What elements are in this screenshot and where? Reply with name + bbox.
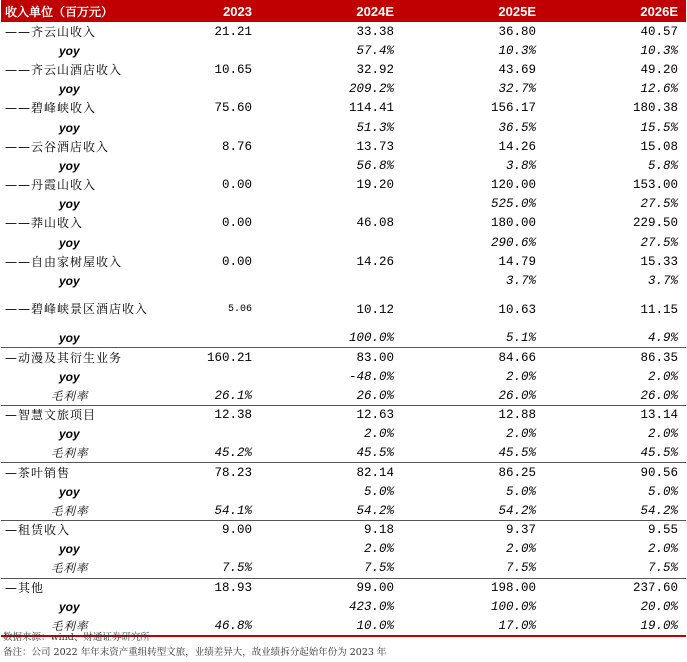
cell-2023 xyxy=(178,80,260,99)
cell-2025e: 9.37 xyxy=(402,521,544,540)
cell-2026e: 3.7% xyxy=(647,274,678,289)
metric-label: 毛利率 xyxy=(51,388,89,403)
cell-2024e: 56.8% xyxy=(356,158,394,173)
row-label: ——自由家树屋收入 xyxy=(5,254,123,269)
cell-2025e: 3.7% xyxy=(505,274,536,289)
header-2026e: 2026E xyxy=(640,3,678,19)
table-row xyxy=(1,482,686,501)
cell-2025e: 45.5% xyxy=(498,446,536,461)
table-row xyxy=(1,99,686,118)
metric-label: yoy xyxy=(59,274,80,289)
cell-2023 xyxy=(178,156,260,175)
metric-label: yoy xyxy=(59,158,80,173)
cell-2025e: 10.63 xyxy=(498,302,536,317)
cell-2025e: 14.79 xyxy=(498,254,536,269)
remark-note: 备注：公司 2022 年年末资产重组转型文旅，业绩差异大，故业绩拆分起始年份为 2023 年 xyxy=(3,647,387,658)
cell-2024e: 33.38 xyxy=(356,24,394,39)
cell-2023: 26.1% xyxy=(214,388,252,403)
cell-2023 xyxy=(178,367,260,386)
cell-2023 xyxy=(178,482,260,501)
metric-label: yoy xyxy=(59,330,80,345)
row-label: —动漫及其衍生业务 xyxy=(1,348,178,367)
cell-2026e: 90.56 xyxy=(544,463,686,482)
table-row xyxy=(1,233,686,252)
row-label: ——云谷酒店收入 xyxy=(5,139,110,154)
cell-2025e: 12.88 xyxy=(402,405,544,424)
cell-2023: 54.1% xyxy=(214,503,252,518)
metric-label: yoy xyxy=(59,427,80,442)
cell-2026e: 2.0% xyxy=(647,369,678,384)
cell-2026e: 45.5% xyxy=(640,446,678,461)
table-row xyxy=(1,444,686,463)
row-label: ——丹霞山收入 xyxy=(5,178,97,193)
cell-2024e: 57.4% xyxy=(356,43,394,58)
cell-2023 xyxy=(178,425,260,444)
cell-2026e: 15.5% xyxy=(640,120,678,135)
cell-2026e: 15.33 xyxy=(640,254,678,269)
cell-2025e: 84.66 xyxy=(402,348,544,367)
table-row xyxy=(1,195,686,214)
cell-2023: 0.00 xyxy=(221,178,252,193)
row-label: —其他 xyxy=(1,578,178,597)
metric-label: yoy xyxy=(59,120,80,135)
metric-label: yoy xyxy=(59,599,80,614)
table-row xyxy=(1,501,686,520)
cell-2023 xyxy=(178,597,260,616)
table-row xyxy=(1,22,686,41)
cell-2024e: 12.63 xyxy=(260,405,402,424)
table-body xyxy=(1,22,686,636)
cell-2025e: 5.1% xyxy=(505,330,536,345)
cell-2024e: 2.0% xyxy=(363,542,394,557)
cell-2026e: 12.6% xyxy=(640,82,678,97)
cell-2026e: 9.55 xyxy=(544,521,686,540)
cell-2026e: 26.0% xyxy=(640,388,678,403)
table-notes xyxy=(3,630,386,660)
metric-label: 毛利率 xyxy=(51,503,89,518)
cell-2025e: 36.5% xyxy=(498,120,536,135)
header-unit: 收入单位（百万元） xyxy=(5,4,114,19)
cell-2026e: 27.5% xyxy=(640,197,678,212)
cell-2025e: 290.6% xyxy=(490,235,536,250)
metric-label: 毛利率 xyxy=(51,561,89,576)
cell-2025e: 54.2% xyxy=(498,503,536,518)
cell-2024e: 114.41 xyxy=(348,101,394,116)
cell-2023: 5.06 xyxy=(227,303,252,315)
row-label: ——碧峰峡收入 xyxy=(5,101,97,116)
table-row xyxy=(1,386,686,405)
cell-2023: 21.21 xyxy=(214,24,252,39)
cell-2024e: 100.0% xyxy=(348,330,394,345)
cell-2025e: 43.69 xyxy=(498,62,536,77)
row-label: —租赁收入 xyxy=(1,521,178,540)
cell-2025e: 86.25 xyxy=(402,463,544,482)
cell-2023 xyxy=(178,41,260,60)
table-row xyxy=(1,405,686,424)
header-2025e: 2025E xyxy=(498,3,536,19)
header-2023: 2023 xyxy=(223,3,252,19)
cell-2024e xyxy=(260,195,402,214)
table-row xyxy=(1,214,686,233)
cell-2025e: 180.00 xyxy=(490,216,536,231)
cell-2026e: 2.0% xyxy=(647,542,678,557)
cell-2026e: 86.35 xyxy=(544,348,686,367)
metric-label: 毛利率 xyxy=(51,618,89,633)
cell-2026e: 11.15 xyxy=(640,302,678,317)
cell-2025e: 32.7% xyxy=(498,82,536,97)
cell-2023: 160.21 xyxy=(178,348,260,367)
cell-2024e: 2.0% xyxy=(363,427,394,442)
cell-2026e: 7.5% xyxy=(647,561,678,576)
cell-2024e: 7.5% xyxy=(363,561,394,576)
cell-2025e: 36.80 xyxy=(498,24,536,39)
table-row xyxy=(1,156,686,175)
cell-2025e: 10.3% xyxy=(498,43,536,58)
cell-2025e: 100.0% xyxy=(490,599,536,614)
table-row xyxy=(1,521,686,540)
metric-label: 毛利率 xyxy=(51,446,89,461)
cell-2026e: 229.50 xyxy=(632,216,678,231)
row-label: ——莽山收入 xyxy=(5,216,84,231)
metric-label: yoy xyxy=(59,82,80,97)
cell-2025e: 120.00 xyxy=(490,178,536,193)
cell-2023: 10.65 xyxy=(214,62,252,77)
row-label: —智慧文旅项目 xyxy=(1,405,178,424)
cell-2024e: 19.20 xyxy=(356,178,394,193)
cell-2025e: 17.0% xyxy=(498,618,536,633)
revenue-forecast-table xyxy=(1,0,686,637)
cell-2025e: 156.17 xyxy=(490,101,536,116)
table-row xyxy=(1,41,686,60)
cell-2024e: 10.12 xyxy=(356,302,394,317)
cell-2025e: 3.8% xyxy=(505,158,536,173)
cell-2026e: 19.0% xyxy=(640,618,678,633)
cell-2026e: 13.14 xyxy=(544,405,686,424)
cell-2025e: 5.0% xyxy=(505,484,536,499)
cell-2024e: 54.2% xyxy=(356,503,394,518)
table-header xyxy=(1,0,686,22)
header-row xyxy=(1,0,686,22)
cell-2023: 8.76 xyxy=(221,139,252,154)
table-row xyxy=(1,367,686,386)
cell-2024e: 209.2% xyxy=(348,82,394,97)
cell-2026e: 49.20 xyxy=(640,62,678,77)
cell-2024e: 51.3% xyxy=(356,120,394,135)
cell-2026e: 5.0% xyxy=(647,484,678,499)
cell-2023: 0.00 xyxy=(221,254,252,269)
source-note: 数据来源：wind、财通证券研究所 xyxy=(3,632,150,643)
cell-2025e: 2.0% xyxy=(505,542,536,557)
table-row xyxy=(1,348,686,367)
cell-2023: 45.2% xyxy=(214,446,252,461)
cell-2023: 46.8% xyxy=(214,618,252,633)
cell-2024e: 32.92 xyxy=(356,62,394,77)
table-row xyxy=(1,597,686,616)
cell-2023: 78.23 xyxy=(178,463,260,482)
table-row xyxy=(1,559,686,578)
table-row xyxy=(1,137,686,156)
table-row xyxy=(1,118,686,137)
cell-2025e: 26.0% xyxy=(498,388,536,403)
cell-2024e: 83.00 xyxy=(260,348,402,367)
cell-2026e: 5.8% xyxy=(647,158,678,173)
header-2024e: 2024E xyxy=(356,3,394,19)
table-row xyxy=(1,252,686,271)
cell-2023: 18.93 xyxy=(178,578,260,597)
cell-2023 xyxy=(178,329,260,348)
cell-2024e: 99.00 xyxy=(260,578,402,597)
cell-2026e: 153.00 xyxy=(632,178,678,193)
cell-2023: 9.00 xyxy=(178,521,260,540)
cell-2023 xyxy=(178,118,260,137)
cell-2024e: 14.26 xyxy=(356,254,394,269)
cell-2023 xyxy=(178,540,260,559)
metric-label: yoy xyxy=(59,484,80,499)
cell-2024e: 5.0% xyxy=(363,484,394,499)
cell-2023: 12.38 xyxy=(178,405,260,424)
cell-2023 xyxy=(178,195,260,214)
table-row xyxy=(1,60,686,79)
cell-2026e: 54.2% xyxy=(640,503,678,518)
row-label: —茶叶销售 xyxy=(1,463,178,482)
metric-label: yoy xyxy=(59,235,80,250)
cell-2026e: 15.08 xyxy=(640,139,678,154)
cell-2025e: 14.26 xyxy=(498,139,536,154)
table-row xyxy=(1,271,686,290)
table-row xyxy=(1,463,686,482)
table-row xyxy=(1,176,686,195)
cell-2026e: 237.60 xyxy=(544,578,686,597)
cell-2023: 75.60 xyxy=(214,101,252,116)
cell-2024e: 10.0% xyxy=(356,618,394,633)
table-row xyxy=(1,80,686,99)
cell-2024e: 423.0% xyxy=(348,599,394,614)
row-label: ——碧峰峡景区酒店收入 xyxy=(5,302,149,317)
cell-2026e: 10.3% xyxy=(640,43,678,58)
cell-2026e: 180.38 xyxy=(632,101,678,116)
cell-2024e: 45.5% xyxy=(356,446,394,461)
row-label: ——齐云山收入 xyxy=(5,24,97,39)
cell-2023 xyxy=(178,233,260,252)
cell-2024e: -48.0% xyxy=(348,369,394,384)
cell-2026e: 4.9% xyxy=(647,330,678,345)
metric-label: yoy xyxy=(59,197,80,212)
cell-2023: 7.5% xyxy=(221,561,252,576)
cell-2024e: 46.08 xyxy=(356,216,394,231)
cell-2023 xyxy=(178,271,260,290)
cell-2026e: 20.0% xyxy=(640,599,678,614)
cell-2024e: 13.73 xyxy=(356,139,394,154)
cell-2025e: 198.00 xyxy=(402,578,544,597)
cell-2024e xyxy=(260,271,402,290)
table-row xyxy=(1,425,686,444)
table-row xyxy=(1,540,686,559)
metric-label: yoy xyxy=(59,43,80,58)
metric-label: yoy xyxy=(59,369,80,384)
cell-2026e: 2.0% xyxy=(647,427,678,442)
cell-2024e: 26.0% xyxy=(356,388,394,403)
row-label: ——齐云山酒店收入 xyxy=(5,62,123,77)
cell-2025e: 7.5% xyxy=(505,561,536,576)
cell-2026e: 40.57 xyxy=(640,24,678,39)
cell-2025e: 2.0% xyxy=(505,427,536,442)
cell-2024e: 9.18 xyxy=(260,521,402,540)
metric-label: yoy xyxy=(59,542,80,557)
table-row xyxy=(1,329,686,348)
cell-2025e: 2.0% xyxy=(505,369,536,384)
cell-2024e xyxy=(260,233,402,252)
cell-2026e: 27.5% xyxy=(640,235,678,250)
cell-2025e: 525.0% xyxy=(490,197,536,212)
table-row xyxy=(1,578,686,597)
table-row xyxy=(1,291,686,329)
cell-2024e: 82.14 xyxy=(260,463,402,482)
cell-2023: 0.00 xyxy=(221,216,252,231)
